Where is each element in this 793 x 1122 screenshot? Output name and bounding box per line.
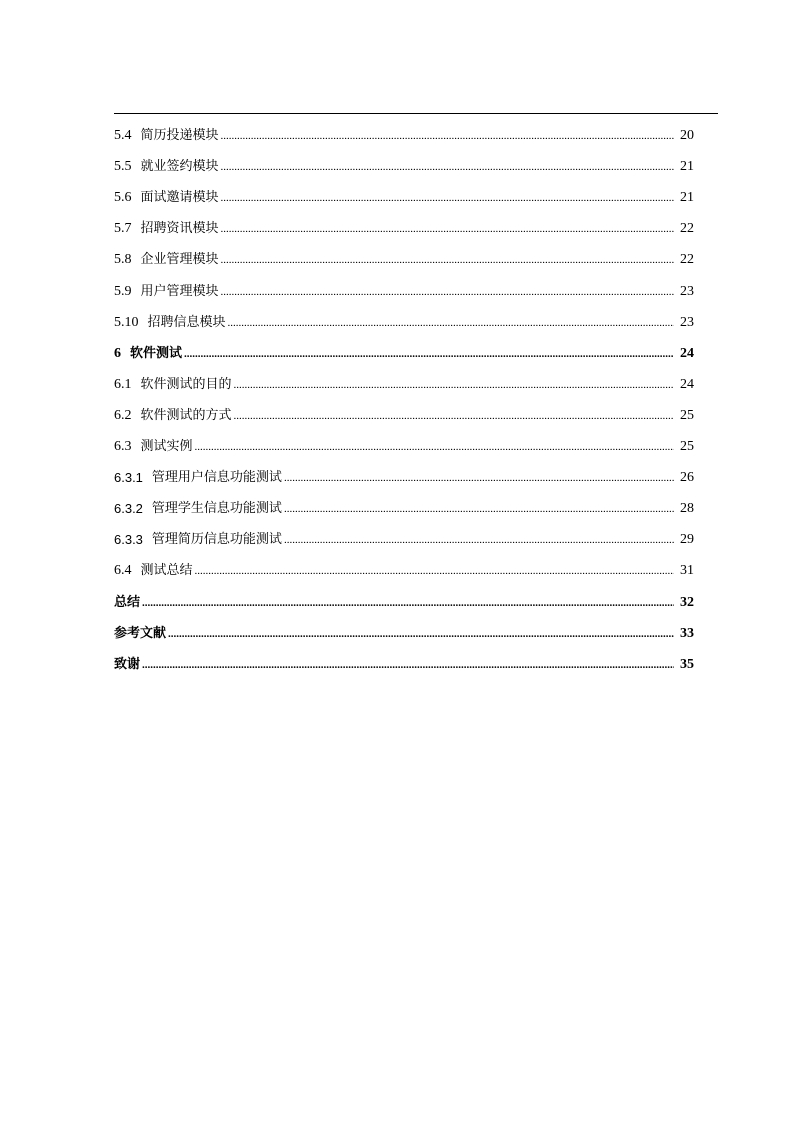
toc-entry-number: 5.6 <box>114 190 132 206</box>
toc-entry-title: 软件测试的方式 <box>140 407 232 423</box>
toc-entry[interactable] <box>114 177 694 208</box>
toc-entry-title: 面试邀请模块 <box>140 190 219 206</box>
toc-entry-number: 6 <box>114 345 121 361</box>
toc-entry-page-number: 21 <box>680 190 694 206</box>
toc-dot-leader <box>142 593 674 613</box>
toc-entry[interactable] <box>114 395 694 426</box>
toc-entry-number: 6.4 <box>114 563 132 579</box>
toc-entry-page-number: 24 <box>680 345 694 361</box>
toc-entry-number: 5.9 <box>114 283 132 299</box>
toc-dot-leader <box>234 406 674 426</box>
toc-entry[interactable] <box>114 333 694 364</box>
toc-dot-leader <box>221 157 674 177</box>
toc-entry[interactable] <box>114 519 694 550</box>
toc-entry-page-number: 21 <box>680 159 694 175</box>
toc-entry-title: 管理简历信息功能测试 <box>151 532 282 548</box>
toc-entry-title: 测试总结 <box>140 563 193 579</box>
header-rule <box>114 113 718 114</box>
toc-dot-leader <box>168 624 674 644</box>
toc-entry-title: 测试实例 <box>140 439 193 455</box>
toc-dot-leader <box>284 530 674 550</box>
toc-entry-number: 6.2 <box>114 407 132 423</box>
toc-dot-leader <box>142 655 674 675</box>
toc-entry-number: 6.3.1 <box>114 470 143 486</box>
toc-entry-page-number: 25 <box>680 407 694 423</box>
toc-entry-title: 简历投递模块 <box>140 128 219 144</box>
toc-entry-page-number: 28 <box>680 501 694 517</box>
toc-entry-title: 招聘信息模块 <box>147 314 226 330</box>
toc-dot-leader <box>284 468 674 488</box>
toc-entry-title: 用户管理模块 <box>140 283 219 299</box>
toc-entry[interactable] <box>114 115 694 146</box>
toc-entry-title: 软件测试 <box>130 345 183 361</box>
toc-entry[interactable] <box>114 550 694 581</box>
toc-entry-page-number: 29 <box>680 532 694 548</box>
toc-entry[interactable] <box>114 208 694 239</box>
toc-entry[interactable] <box>114 270 694 301</box>
toc-entry-title: 总结 <box>114 594 141 610</box>
toc-dot-leader <box>195 561 674 581</box>
toc-entry-page-number: 24 <box>680 376 694 392</box>
table-of-contents <box>114 115 694 675</box>
toc-entry-page-number: 32 <box>680 594 694 610</box>
toc-entry-page-number: 22 <box>680 221 694 237</box>
toc-entry-page-number: 26 <box>680 470 694 486</box>
toc-entry-title: 软件测试的目的 <box>140 376 232 392</box>
toc-entry[interactable] <box>114 426 694 457</box>
toc-entry-number: 6.3.3 <box>114 532 143 548</box>
toc-entry-page-number: 23 <box>680 314 694 330</box>
toc-dot-leader <box>184 344 674 364</box>
toc-entry-title: 参考文献 <box>114 625 167 641</box>
toc-dot-leader <box>221 188 674 208</box>
toc-entry-number: 6.3 <box>114 439 132 455</box>
toc-entry[interactable] <box>114 302 694 333</box>
toc-entry-number: 5.8 <box>114 252 132 268</box>
toc-dot-leader <box>195 437 674 457</box>
toc-entry-title: 就业签约模块 <box>140 159 219 175</box>
toc-entry-page-number: 35 <box>680 656 694 672</box>
toc-entry-page-number: 20 <box>680 128 694 144</box>
toc-entry-page-number: 23 <box>680 283 694 299</box>
toc-dot-leader <box>228 313 674 333</box>
toc-dot-leader <box>221 282 674 302</box>
toc-dot-leader <box>221 250 674 270</box>
toc-entry[interactable] <box>114 457 694 488</box>
toc-entry[interactable] <box>114 613 694 644</box>
toc-entry-number: 5.7 <box>114 221 132 237</box>
toc-entry[interactable] <box>114 581 694 612</box>
toc-entry[interactable] <box>114 146 694 177</box>
toc-entry-title: 致谢 <box>114 656 141 672</box>
toc-entry-page-number: 25 <box>680 439 694 455</box>
toc-entry-number: 6.3.2 <box>114 501 143 517</box>
toc-entry-number: 5.5 <box>114 159 132 175</box>
toc-entry-number: 5.10 <box>114 314 139 330</box>
toc-entry-number: 5.4 <box>114 128 132 144</box>
toc-entry-title: 企业管理模块 <box>140 252 219 268</box>
toc-entry-title: 管理学生信息功能测试 <box>151 501 282 517</box>
toc-entry-page-number: 33 <box>680 625 694 641</box>
toc-entry-page-number: 31 <box>680 563 694 579</box>
toc-entry-number: 6.1 <box>114 376 132 392</box>
toc-entry-title: 招聘资讯模块 <box>140 221 219 237</box>
toc-entry[interactable] <box>114 488 694 519</box>
toc-entry[interactable] <box>114 239 694 270</box>
toc-dot-leader <box>234 375 674 395</box>
toc-entry[interactable] <box>114 644 694 675</box>
toc-dot-leader <box>221 219 674 239</box>
toc-entry-page-number: 22 <box>680 252 694 268</box>
toc-entry-title: 管理用户信息功能测试 <box>151 470 282 486</box>
toc-dot-leader <box>221 126 674 146</box>
toc-dot-leader <box>284 499 674 519</box>
toc-entry[interactable] <box>114 364 694 395</box>
